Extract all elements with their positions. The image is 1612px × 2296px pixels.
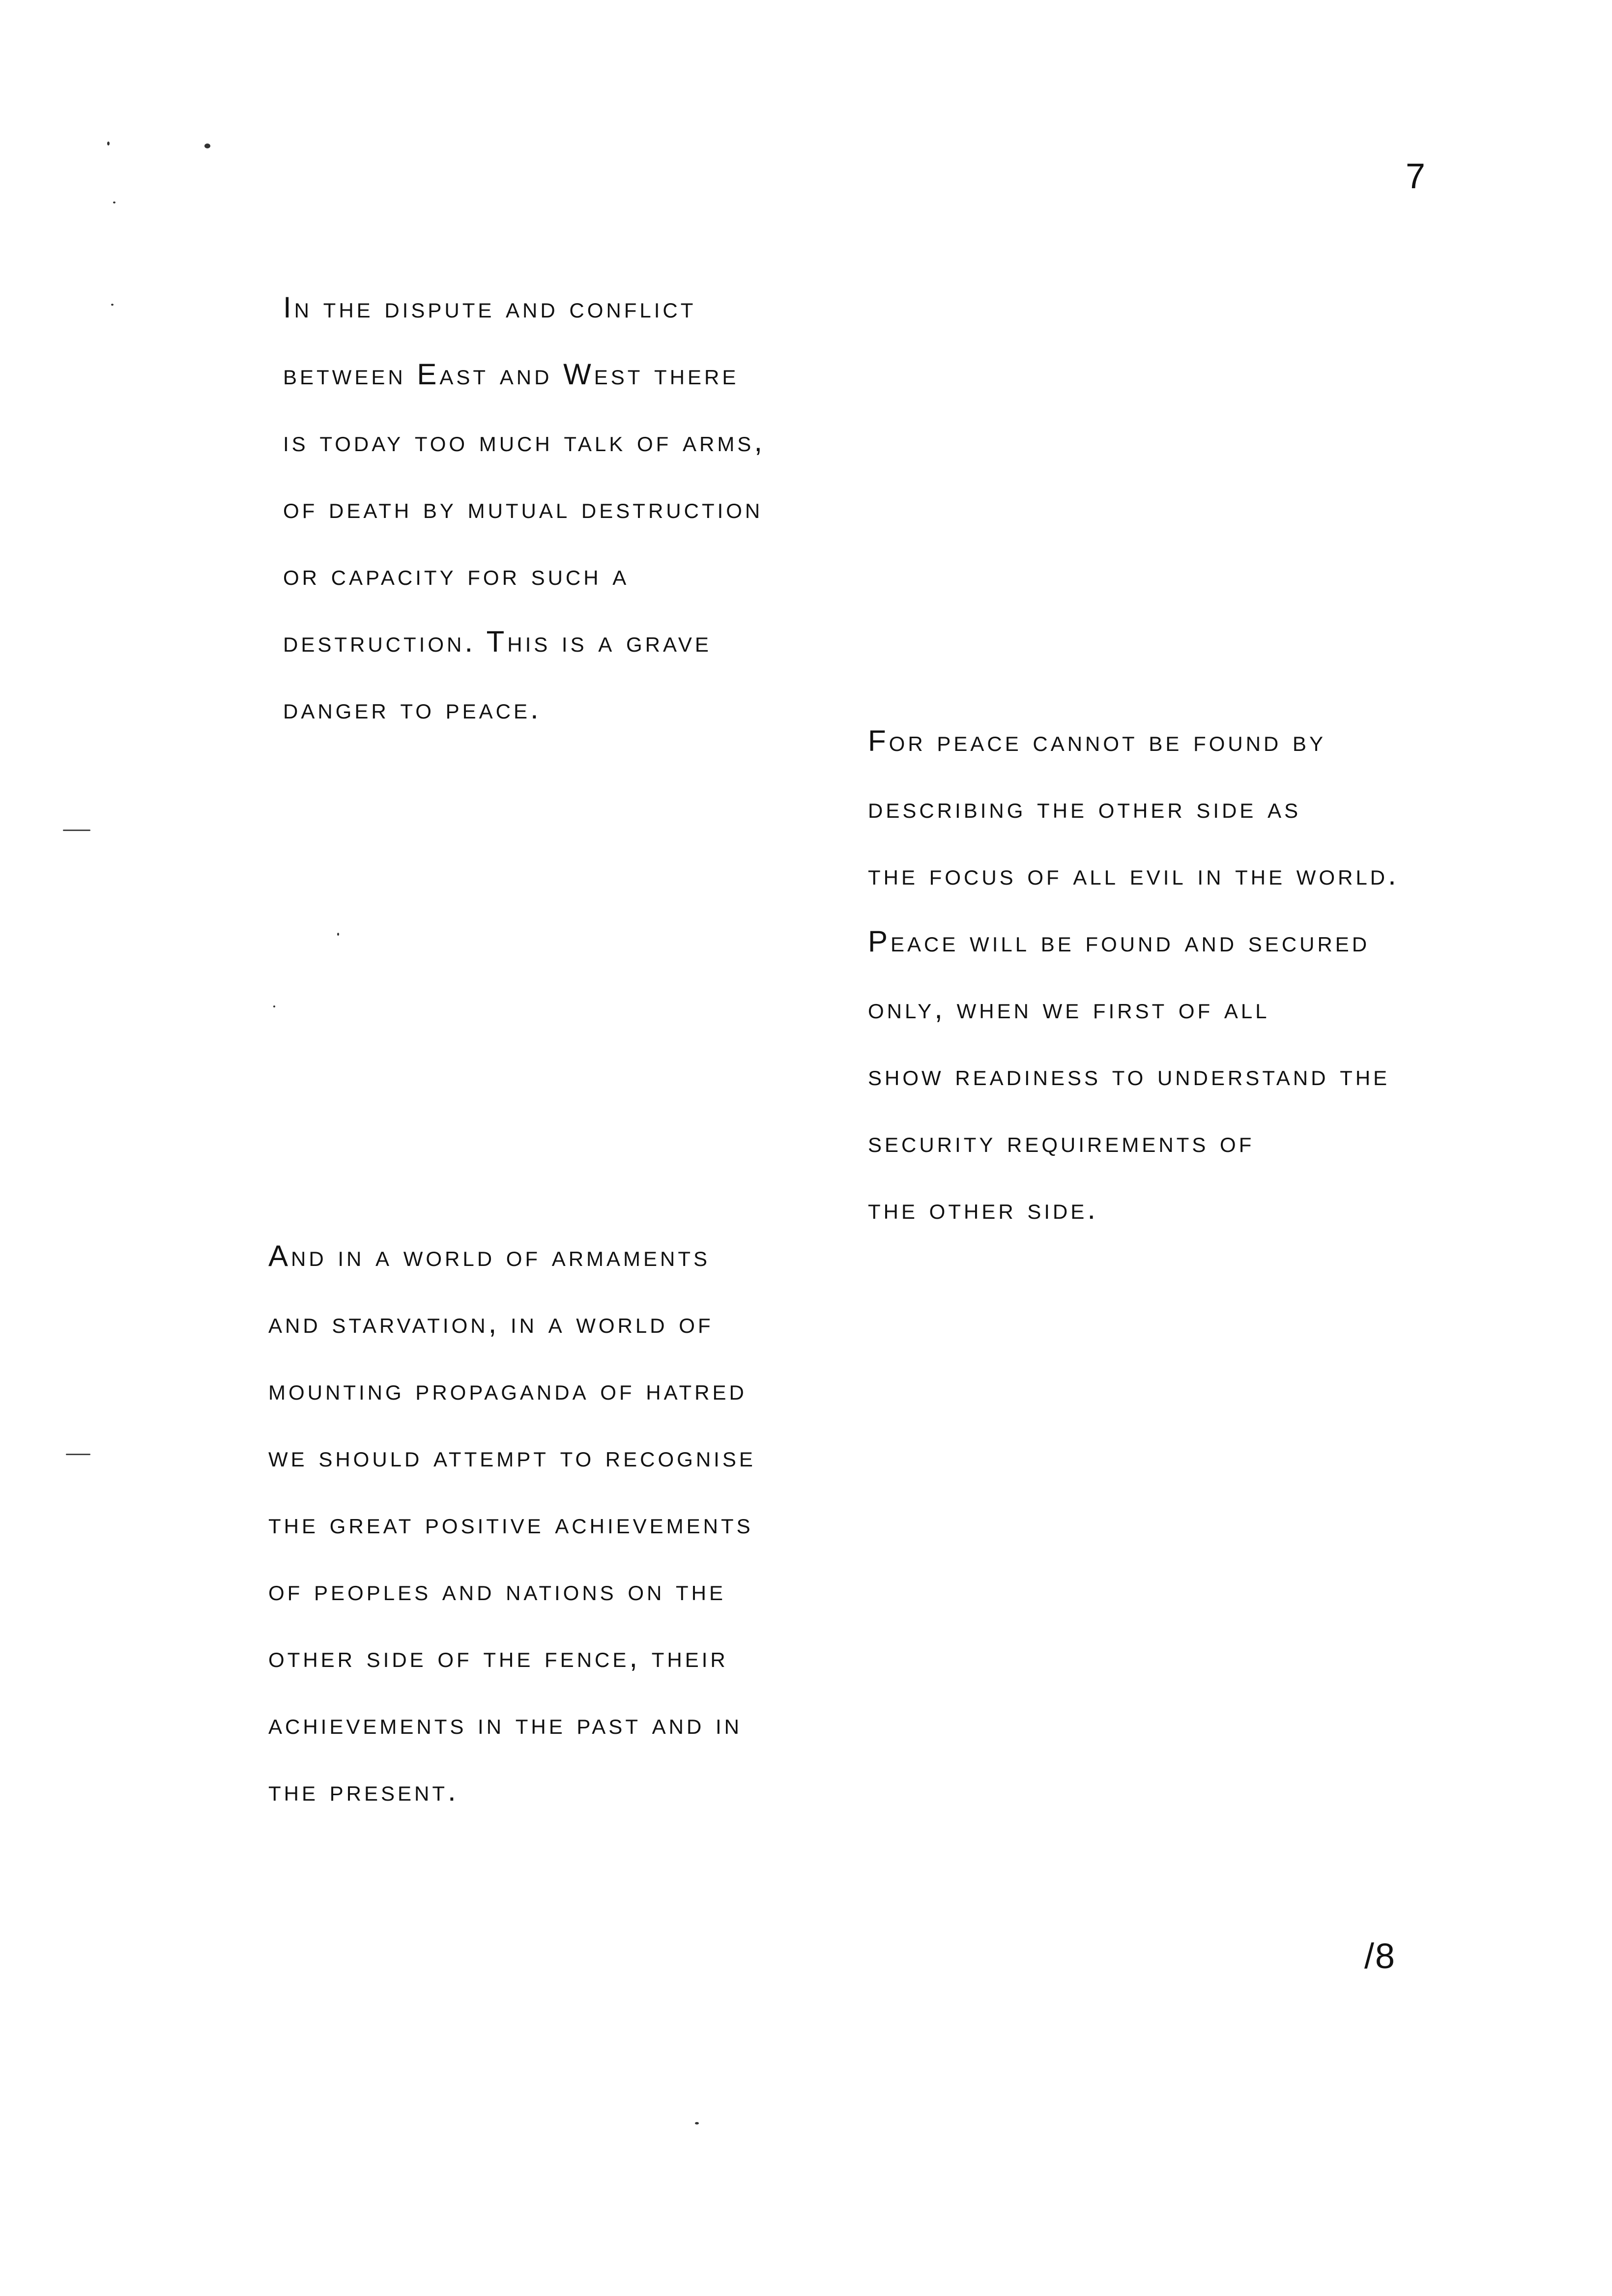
- scan-speck: [111, 304, 114, 306]
- text-line: In the dispute and conflict: [283, 291, 696, 324]
- text-line: the great positive achievements: [268, 1507, 753, 1540]
- scan-speck: [273, 1005, 275, 1007]
- text-line: only, when we first of all: [868, 992, 1270, 1025]
- scan-speck: [107, 142, 110, 145]
- text-line: For peace cannot be found by: [868, 724, 1326, 757]
- text-line: And in a world of armaments: [268, 1239, 711, 1272]
- text-line: other side of the fence, their: [268, 1640, 728, 1673]
- text-line: the other side.: [868, 1192, 1099, 1225]
- scan-speck: [337, 933, 339, 936]
- text-line: mounting propaganda of hatred: [268, 1373, 747, 1406]
- text-line: the present.: [268, 1774, 459, 1807]
- text-line: of death by mutual destruction: [283, 491, 763, 524]
- paragraph-arms-talk: [283, 274, 765, 742]
- text-line: danger to peace.: [283, 692, 542, 725]
- text-line: security requirements of: [868, 1125, 1255, 1158]
- paragraph-peace-found: [868, 708, 1399, 1242]
- text-line: the focus of all evil in the world.: [868, 858, 1399, 891]
- scan-speck: [695, 2122, 699, 2124]
- text-line: we should attempt to recognise: [268, 1440, 756, 1473]
- text-line: describing the other side as: [868, 791, 1301, 824]
- page-number: 7: [1406, 157, 1427, 196]
- text-line: achievements in the past and in: [268, 1707, 742, 1740]
- continuation-marker: /8: [1364, 1937, 1396, 1976]
- scan-speck: [113, 201, 115, 203]
- margin-mark: [63, 830, 90, 831]
- text-line: is today too much talk of arms,: [283, 425, 765, 458]
- text-line: of peoples and nations on the: [268, 1574, 726, 1607]
- paragraph-positive-achievements: [268, 1223, 756, 1824]
- margin-mark: [66, 1454, 90, 1455]
- text-line: or capacity for such a: [283, 558, 630, 591]
- text-line: and starvation, in a world of: [268, 1306, 714, 1339]
- scan-speck: [204, 144, 210, 148]
- text-line: Peace will be found and secured: [868, 925, 1370, 958]
- text-line: destruction. This is a grave: [283, 625, 712, 658]
- text-line: show readiness to understand the: [868, 1059, 1390, 1091]
- text-line: between East and West there: [283, 358, 739, 391]
